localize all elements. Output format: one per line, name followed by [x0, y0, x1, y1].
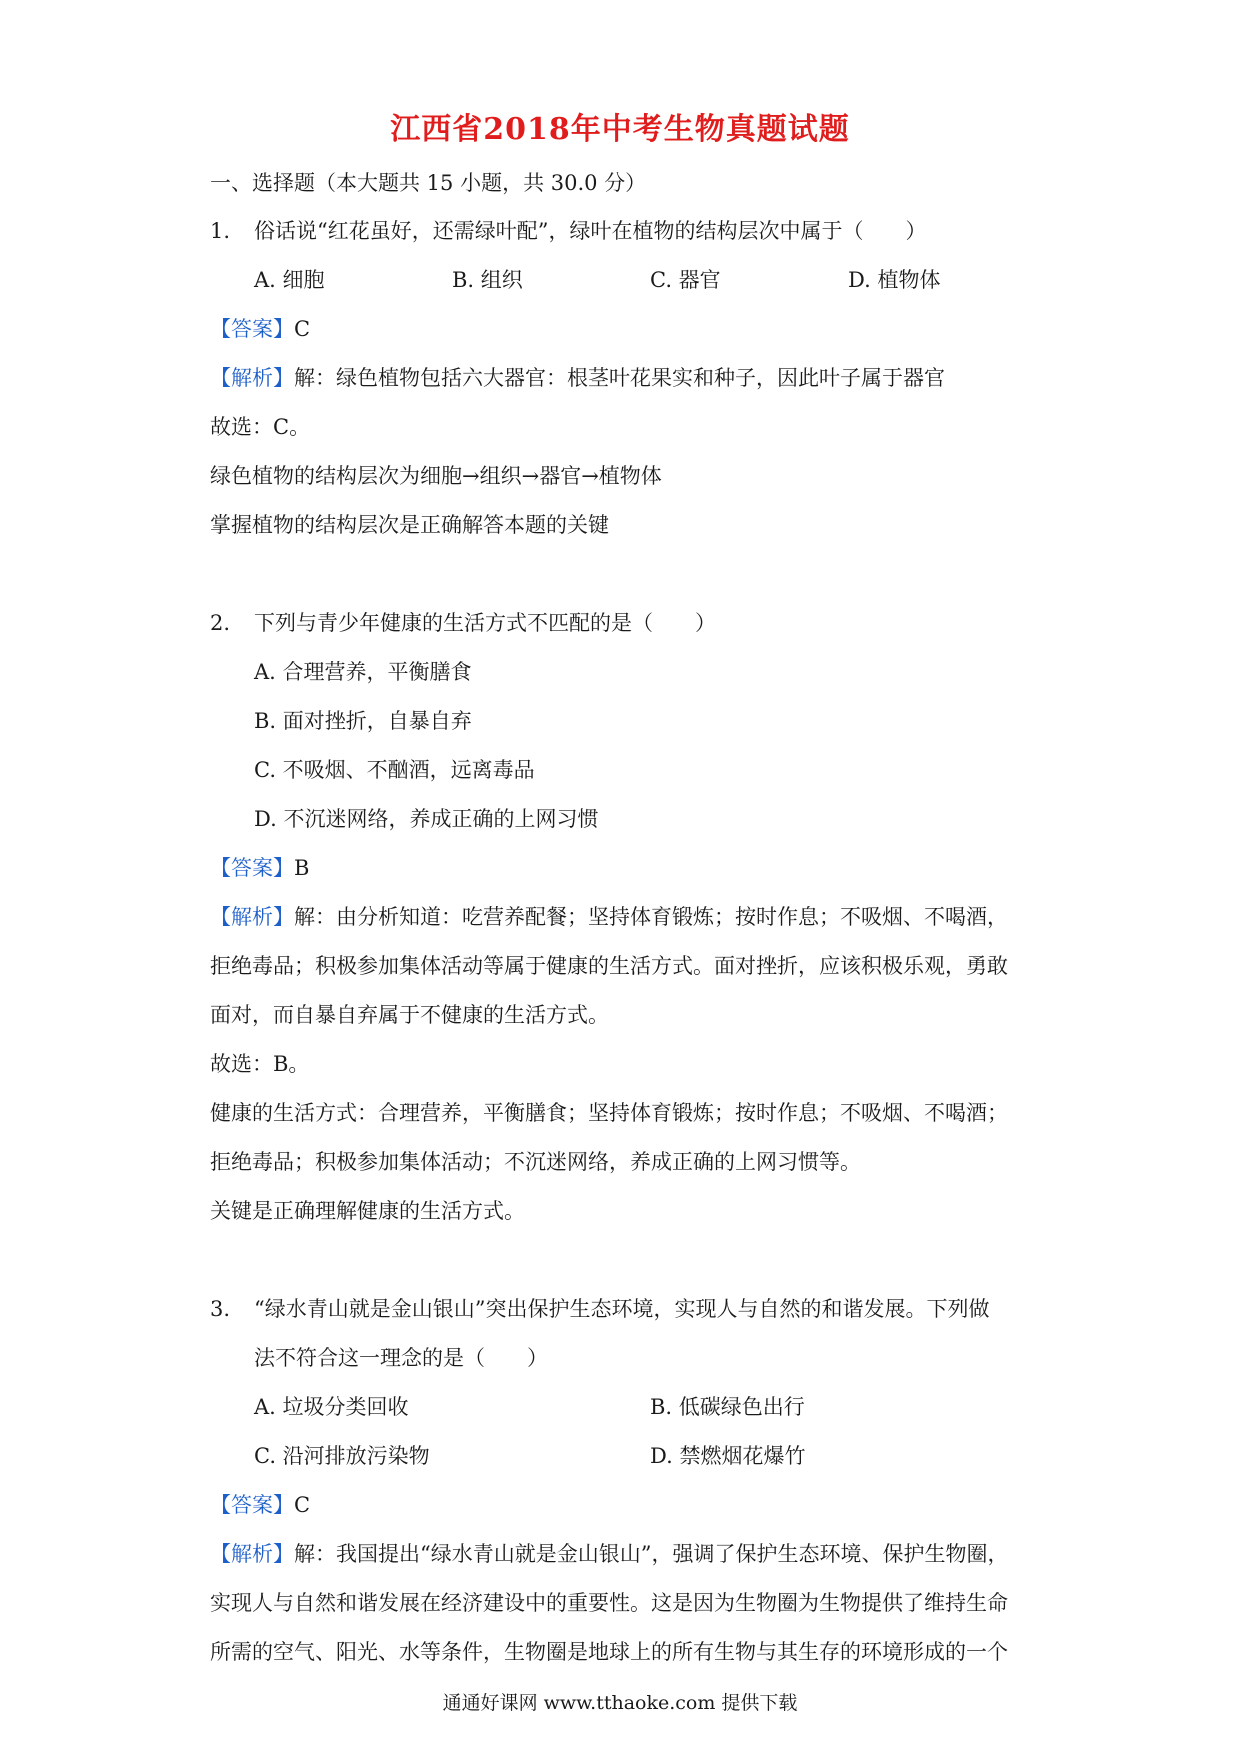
q1-note-2: 绿色植物的结构层次为细胞→组织→器官→植物体	[210, 464, 662, 488]
q2-analysis-line	[210, 902, 1008, 932]
q2-number: 2.	[210, 611, 231, 635]
q2-note-2: 面对，而自暴自弃属于不健康的生活方式。	[210, 1003, 609, 1027]
q3-text-cont: 法不符合这一理念的是（ ）	[254, 1346, 548, 1370]
q2-note-6: 关键是正确理解健康的生活方式。	[210, 1199, 525, 1223]
q1-option-c: C. 器官	[650, 268, 721, 292]
q2-note-3: 故选：B。	[210, 1052, 310, 1076]
answer-bracket: 【答案】	[210, 1493, 294, 1517]
q1-text: 俗话说“红花虽好，还需绿叶配”，绿叶在植物的结构层次中属于（ ）	[254, 219, 927, 243]
q3-answer-line	[210, 1490, 310, 1520]
q2-note-4: 健康的生活方式：合理营养，平衡膳食；坚持体育锻炼；按时作息；不吸烟、不喝酒；	[210, 1101, 1008, 1125]
answer-bracket: 【答案】	[210, 317, 294, 341]
analysis-bracket: 【解析】	[210, 366, 294, 390]
q3-option-c: C. 沿河排放污染物	[254, 1444, 430, 1468]
q1-answer-line	[210, 314, 310, 344]
q3-note-1: 实现人与自然和谐发展在经济建设中的重要性。这是因为生物圈为生物提供了维持生命	[210, 1591, 1008, 1615]
q1-note-3: 掌握植物的结构层次是正确解答本题的关键	[210, 513, 609, 537]
q1-option-d: D. 植物体	[848, 268, 941, 292]
page-title: 江西省2018年中考生物真题试题	[390, 112, 850, 147]
q2-option-d: D. 不沉迷网络，养成正确的上网习惯	[254, 807, 599, 831]
q3-option-b: B. 低碳绿色出行	[650, 1395, 805, 1419]
q2-option-a: A. 合理营养，平衡膳食	[254, 660, 472, 684]
answer-bracket: 【答案】	[210, 856, 294, 880]
q2-note-1: 拒绝毒品；积极参加集体活动等属于健康的生活方式。面对挫折，应该积极乐观，勇敢	[210, 954, 1008, 978]
q2-answer: B	[294, 856, 310, 880]
q1-number: 1.	[210, 219, 231, 243]
analysis-bracket: 【解析】	[210, 1542, 294, 1566]
section-header: 一、选择题（本大题共 15 小题，共 30.0 分）	[210, 171, 647, 195]
q3-analysis: 解：我国提出“绿水青山就是金山银山”，强调了保护生态环境、保护生物圈，	[294, 1542, 1009, 1566]
q1-option-a: A. 细胞	[254, 268, 325, 292]
q2-analysis: 解：由分析知道：吃营养配餐；坚持体育锻炼；按时作息；不吸烟、不喝酒，	[294, 905, 1008, 929]
q1-note-1: 故选：C。	[210, 415, 311, 439]
q3-note-2: 所需的空气、阳光、水等条件，生物圈是地球上的所有生物与其生存的环境形成的一个	[210, 1640, 1008, 1664]
q1-option-b: B. 组织	[452, 268, 523, 292]
q1-analysis: 解：绿色植物包括六大器官：根茎叶花果实和种子，因此叶子属于器官	[294, 366, 945, 390]
q3-number: 3.	[210, 1297, 231, 1321]
q1-analysis-line	[210, 363, 945, 393]
q3-text: “绿水青山就是金山银山”突出保护生态环境，实现人与自然的和谐发展。下列做	[254, 1297, 990, 1321]
q2-option-c: C. 不吸烟、不酗酒，远离毒品	[254, 758, 535, 782]
q3-analysis-line	[210, 1539, 1008, 1569]
q3-option-d: D. 禁燃烟花爆竹	[650, 1444, 806, 1468]
q3-option-a: A. 垃圾分类回收	[254, 1395, 409, 1419]
q2-note-5: 拒绝毒品；积极参加集体活动；不沉迷网络，养成正确的上网习惯等。	[210, 1150, 861, 1174]
q2-text: 下列与青少年健康的生活方式不匹配的是（ ）	[254, 611, 716, 635]
footer-watermark: 通通好课网 www.tthaoke.com 提供下载	[442, 1692, 798, 1714]
q2-option-b: B. 面对挫折，自暴自弃	[254, 709, 472, 733]
q1-answer: C	[294, 317, 311, 341]
analysis-bracket: 【解析】	[210, 905, 294, 929]
q3-answer: C	[294, 1493, 311, 1517]
q2-answer-line	[210, 853, 309, 883]
